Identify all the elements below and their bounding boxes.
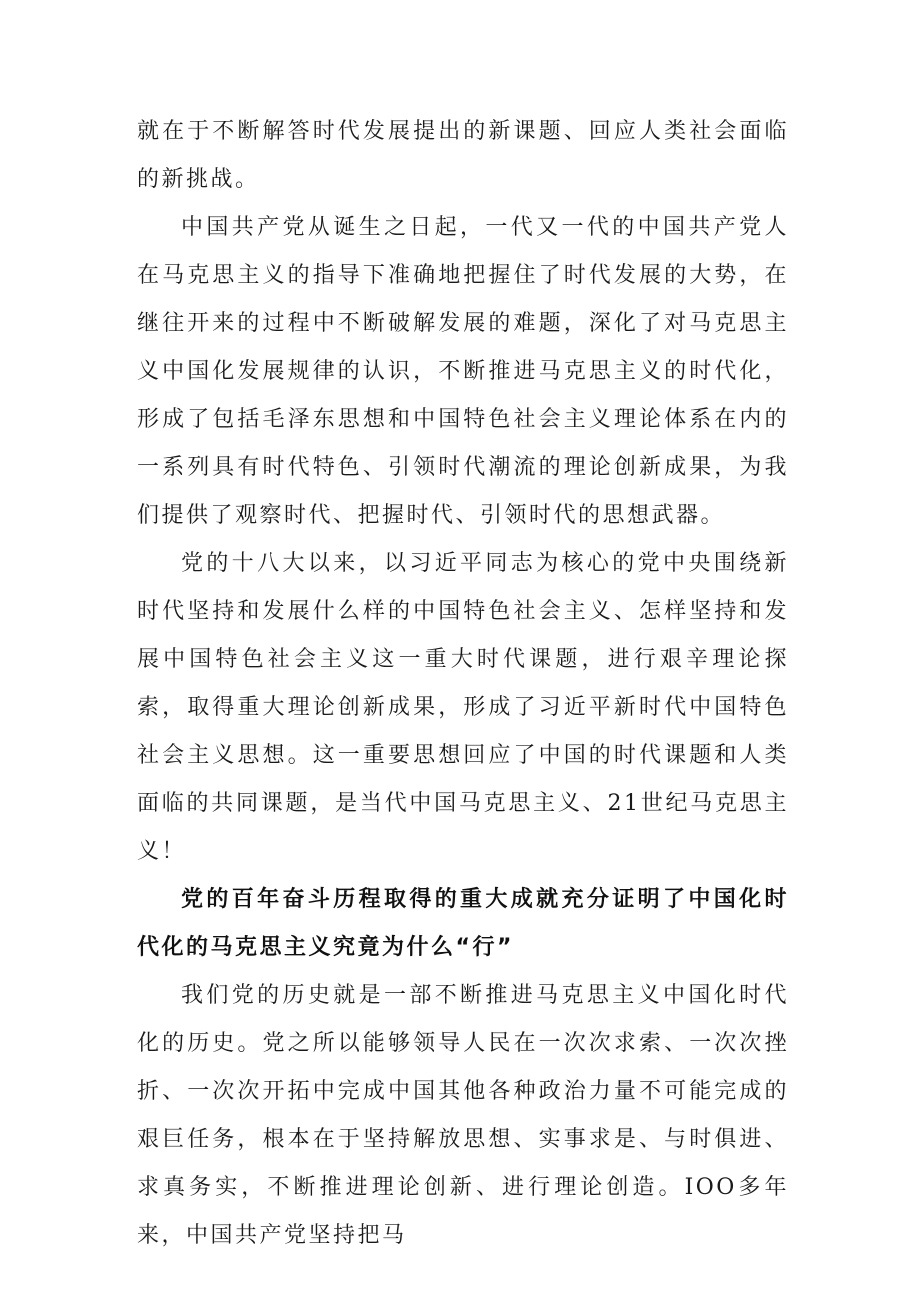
section-heading: 党的百年奋斗历程取得的重大成就充分证明了中国化时代化的马克思主义究竟为什么“行” xyxy=(137,887,789,960)
paragraph-continuation: 就在于不断解答时代发展提出的新课题、回应人类社会面临的新挑战。 xyxy=(137,119,789,192)
document-body xyxy=(137,108,789,1260)
paragraph-party-theory: 我们党的历史就是一部不断推进马克思主义中国化时代化的历史。党之所以能够领导人民在一次次求索、一次次挫折、一次次开拓中完成中国其他各种政治力量不可能完成的艰巨任务，根本在于坚持解放思想、实事求是、与时俱进、求真务实，不断推进理论创新、进行理论创造。IOO多年来，中国共产党坚持把马 xyxy=(137,983,789,1248)
paragraph-party-history: 中国共产党从诞生之日起，一代又一代的中国共产党人在马克思主义的指导下准确地把握住了时代发展的大势，在继往开来的过程中不断破解发展的难题，深化了对马克思主义中国化发展规律的认识，不断推进马克思主义的时代化，形成了包括毛泽东思想和中国特色社会主义理论体系在内的一系列具有时代特色、引领时代潮流的理论创新成果，为我们提供了观察时代、把握时代、引领时代的思想武器。 xyxy=(137,215,789,528)
paragraph-eighteenth-congress: 党的十八大以来，以习近平同志为核心的党中央围绕新时代坚持和发展什么样的中国特色社会主义、怎样坚持和发展中国特色社会主义这一重大时代课题，进行艰辛理论探索，取得重大理论创新成果，形成了习近平新时代中国特色社会主义思想。这一重要思想回应了中国的时代课题和人类面临的共同课题，是当代中国马克思主义、21世纪马克思主义！ xyxy=(137,551,789,864)
